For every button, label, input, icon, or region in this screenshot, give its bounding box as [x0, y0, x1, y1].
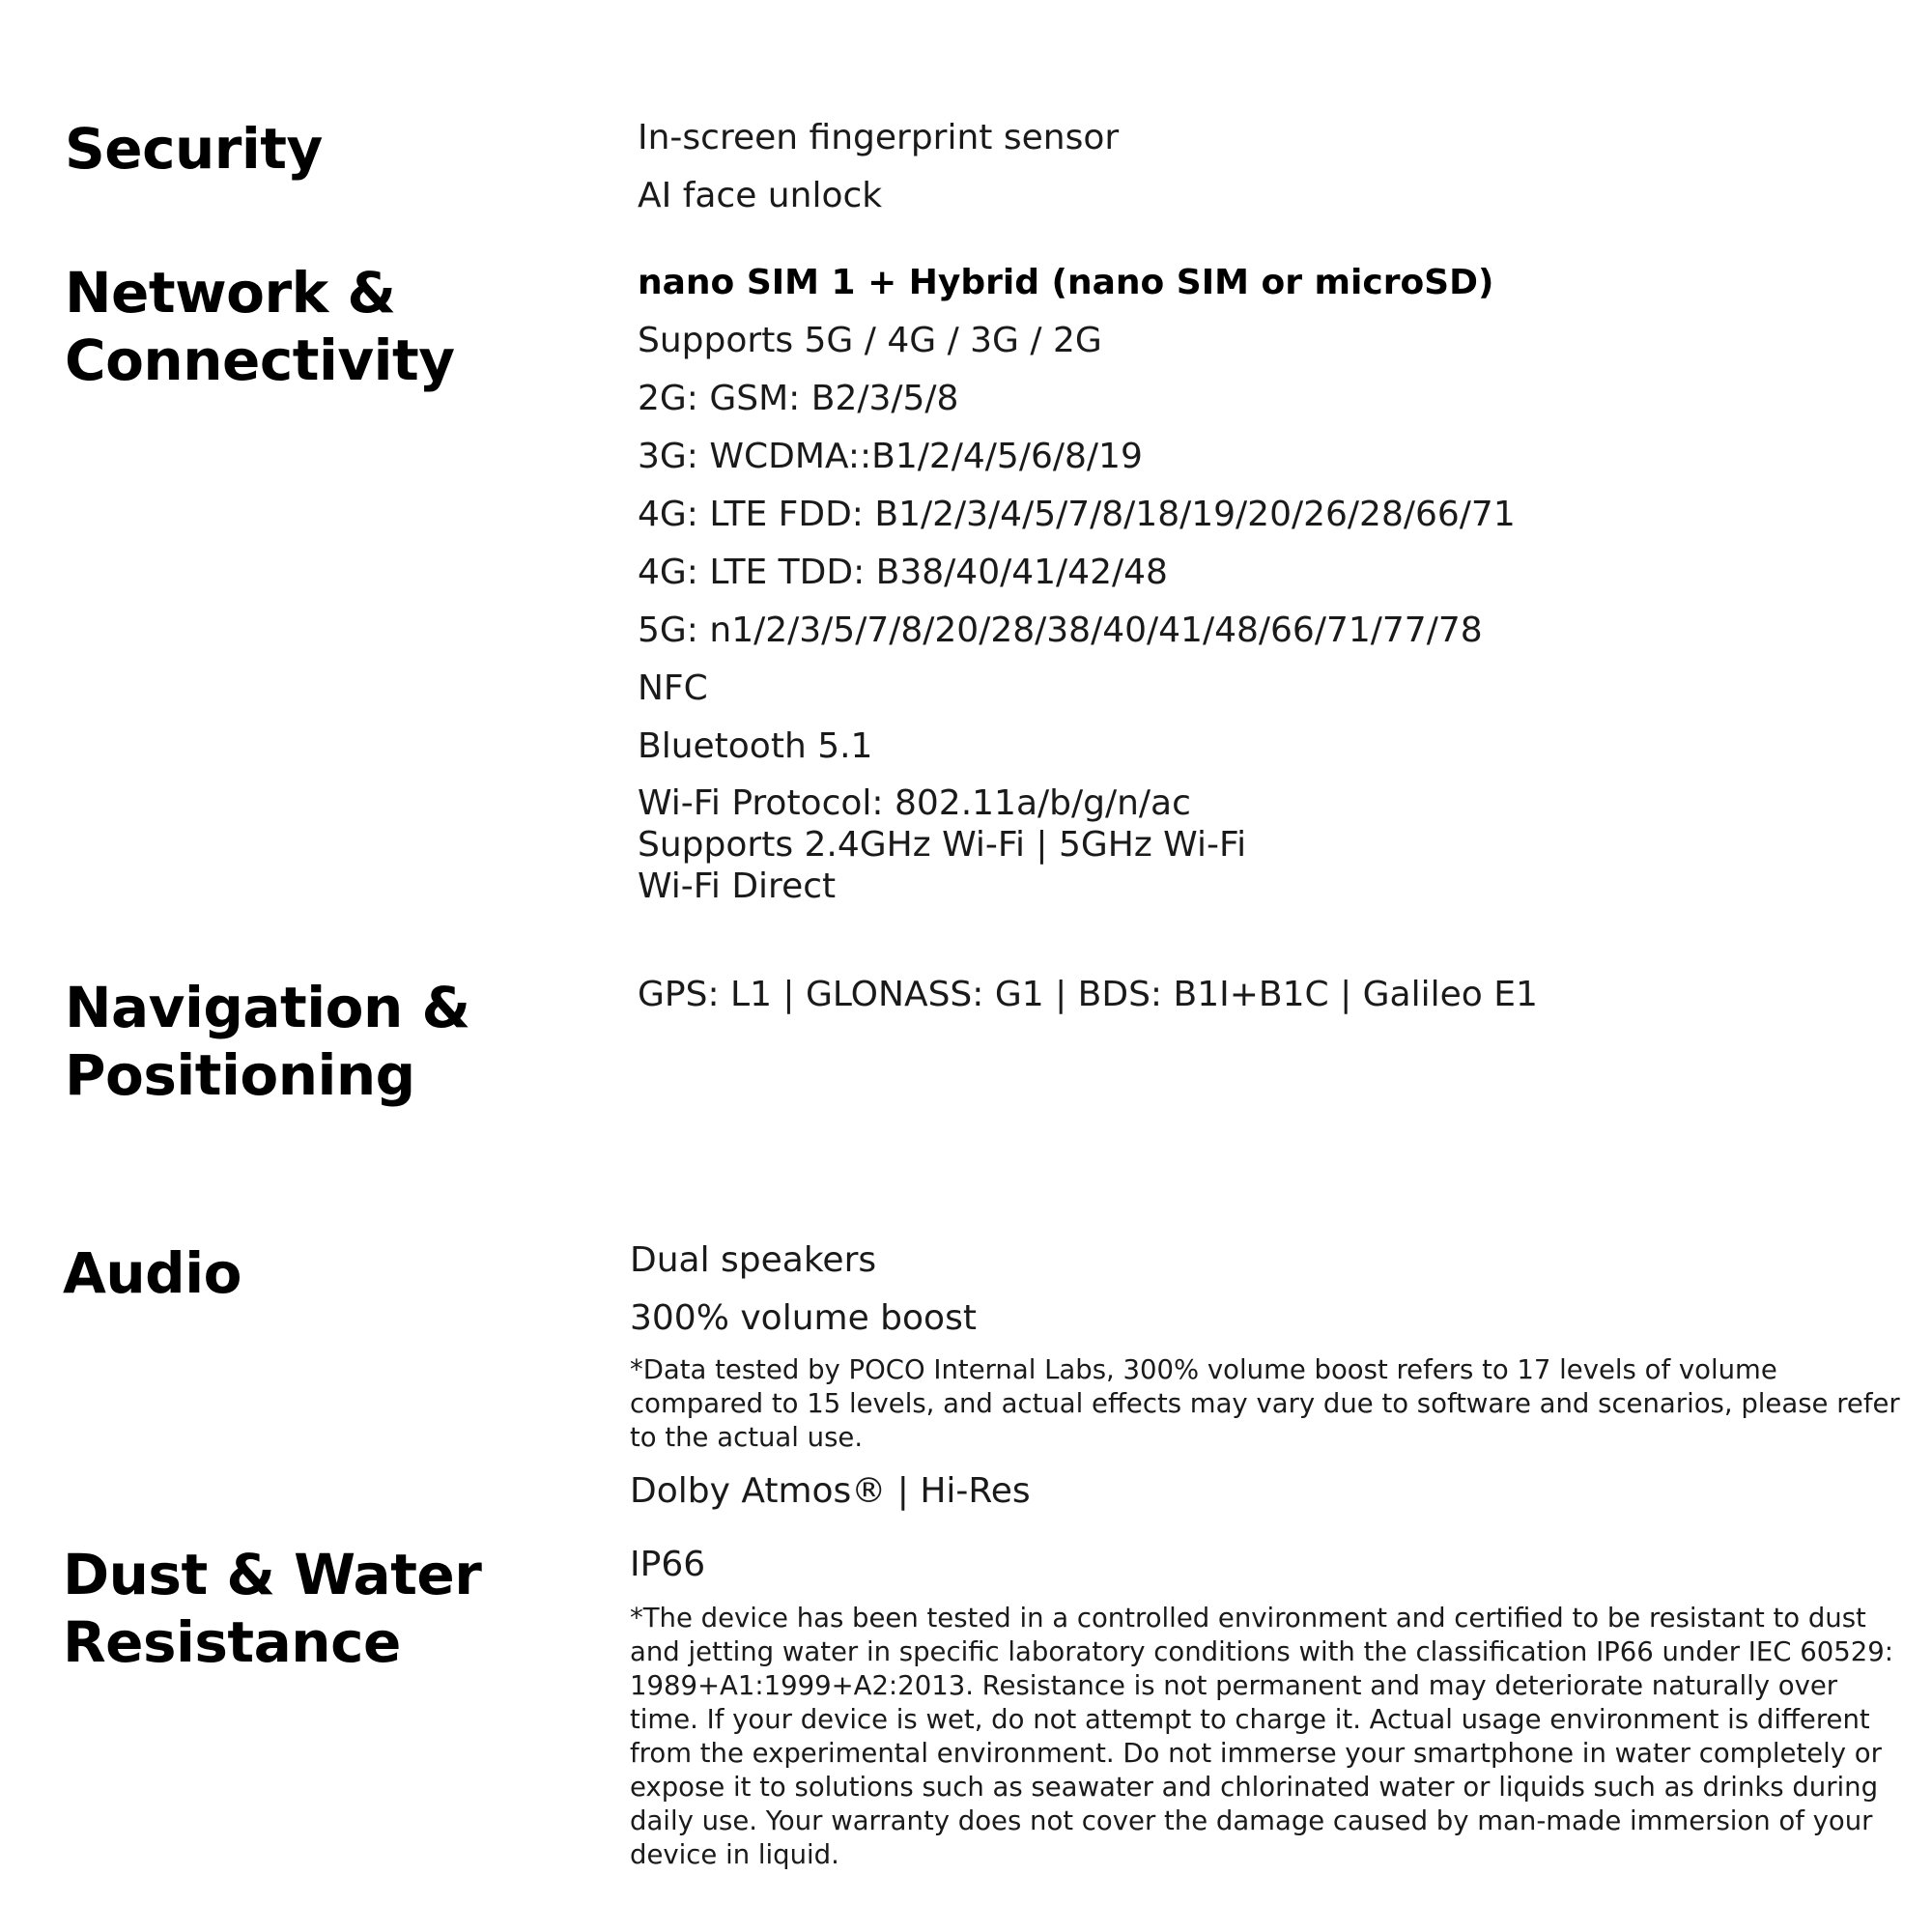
network-heading-line2: Connectivity	[65, 327, 455, 393]
network-item: Bluetooth 5.1	[638, 726, 873, 766]
audio-dolby: Dolby Atmos® | Hi-Res	[630, 1471, 1031, 1511]
network-heading	[65, 259, 567, 394]
dust-water-heading-line1: Dust & Water	[63, 1542, 482, 1607]
audio-values	[630, 1232, 1905, 1520]
dust-water-values	[630, 1536, 1905, 1872]
ip-rating: IP66	[630, 1545, 706, 1584]
audio-heading-text: Audio	[63, 1240, 242, 1306]
security-heading-text: Security	[65, 116, 323, 182]
network-item: Supports 5G / 4G / 3G / 2G	[638, 321, 1102, 360]
network-item: 2G: GSM: B2/3/5/8	[638, 379, 959, 418]
wifi-values	[638, 782, 1913, 907]
network-values	[638, 254, 1913, 776]
navigation-heading	[65, 974, 567, 1109]
network-item: 3G: WCDMA::B1/2/4/5/6/8/19	[638, 437, 1143, 476]
sim-info: nano SIM 1 + Hybrid (nano SIM or microSD)	[638, 263, 1494, 302]
security-item: In-screen fingerprint sensor	[638, 118, 1120, 157]
security-item: AI face unlock	[638, 176, 883, 215]
wifi-item: Supports 2.4GHz Wi-Fi | 5GHz Wi-Fi	[638, 825, 1247, 865]
dust-water-heading-line2: Resistance	[63, 1609, 401, 1675]
audio-heading	[63, 1239, 565, 1307]
network-item: 4G: LTE TDD: B38/40/41/42/48	[638, 553, 1168, 592]
navigation-item: GPS: L1 | GLONASS: G1 | BDS: B1I+B1C | Galileo E1	[638, 975, 1538, 1014]
security-heading	[65, 115, 567, 183]
wifi-item: Wi-Fi Direct	[638, 867, 837, 906]
network-heading-line1: Network &	[65, 260, 396, 326]
security-values	[638, 109, 1913, 225]
audio-item: 300% volume boost	[630, 1298, 977, 1338]
navigation-heading-line1: Navigation &	[65, 975, 470, 1040]
navigation-values	[638, 966, 1913, 1024]
network-item: NFC	[638, 668, 708, 708]
network-item: 5G: n1/2/3/5/7/8/20/28/38/40/41/48/66/71/77/78	[638, 611, 1483, 650]
dust-water-footnote: *The device has been tested in a controlled environment and certified to be resistant to dust and jetting water in specific laboratory conditions with the classification IP66 under IEC 60529: 1989+A1:1999+A2:2013. Resistance is not permanent and may deteriorate naturally over time. If your device is wet, do not attempt to charge it. Actual usage environment is different from the experimental environment. Do not immerse your smartphone in water completely or expose it to solutions such as seawater and chlorinated water or liquids such as drinks during daily use. Your warranty does not cover the damage caused by man-made immersion of your device in liquid.	[630, 1603, 1893, 1870]
dust-water-heading	[63, 1541, 565, 1676]
network-item: 4G: LTE FDD: B1/2/3/4/5/7/8/18/19/20/26/28/66/71	[638, 495, 1516, 534]
audio-item: Dual speakers	[630, 1240, 877, 1280]
wifi-item: Wi-Fi Protocol: 802.11a/b/g/n/ac	[638, 783, 1191, 823]
audio-footnote: *Data tested by POCO Internal Labs, 300% volume boost refers to 17 levels of volume compared to 15 levels, and actual effects may vary due to software and scenarios, please refer to the actual use.	[630, 1354, 1900, 1453]
navigation-heading-line2: Positioning	[65, 1042, 415, 1108]
